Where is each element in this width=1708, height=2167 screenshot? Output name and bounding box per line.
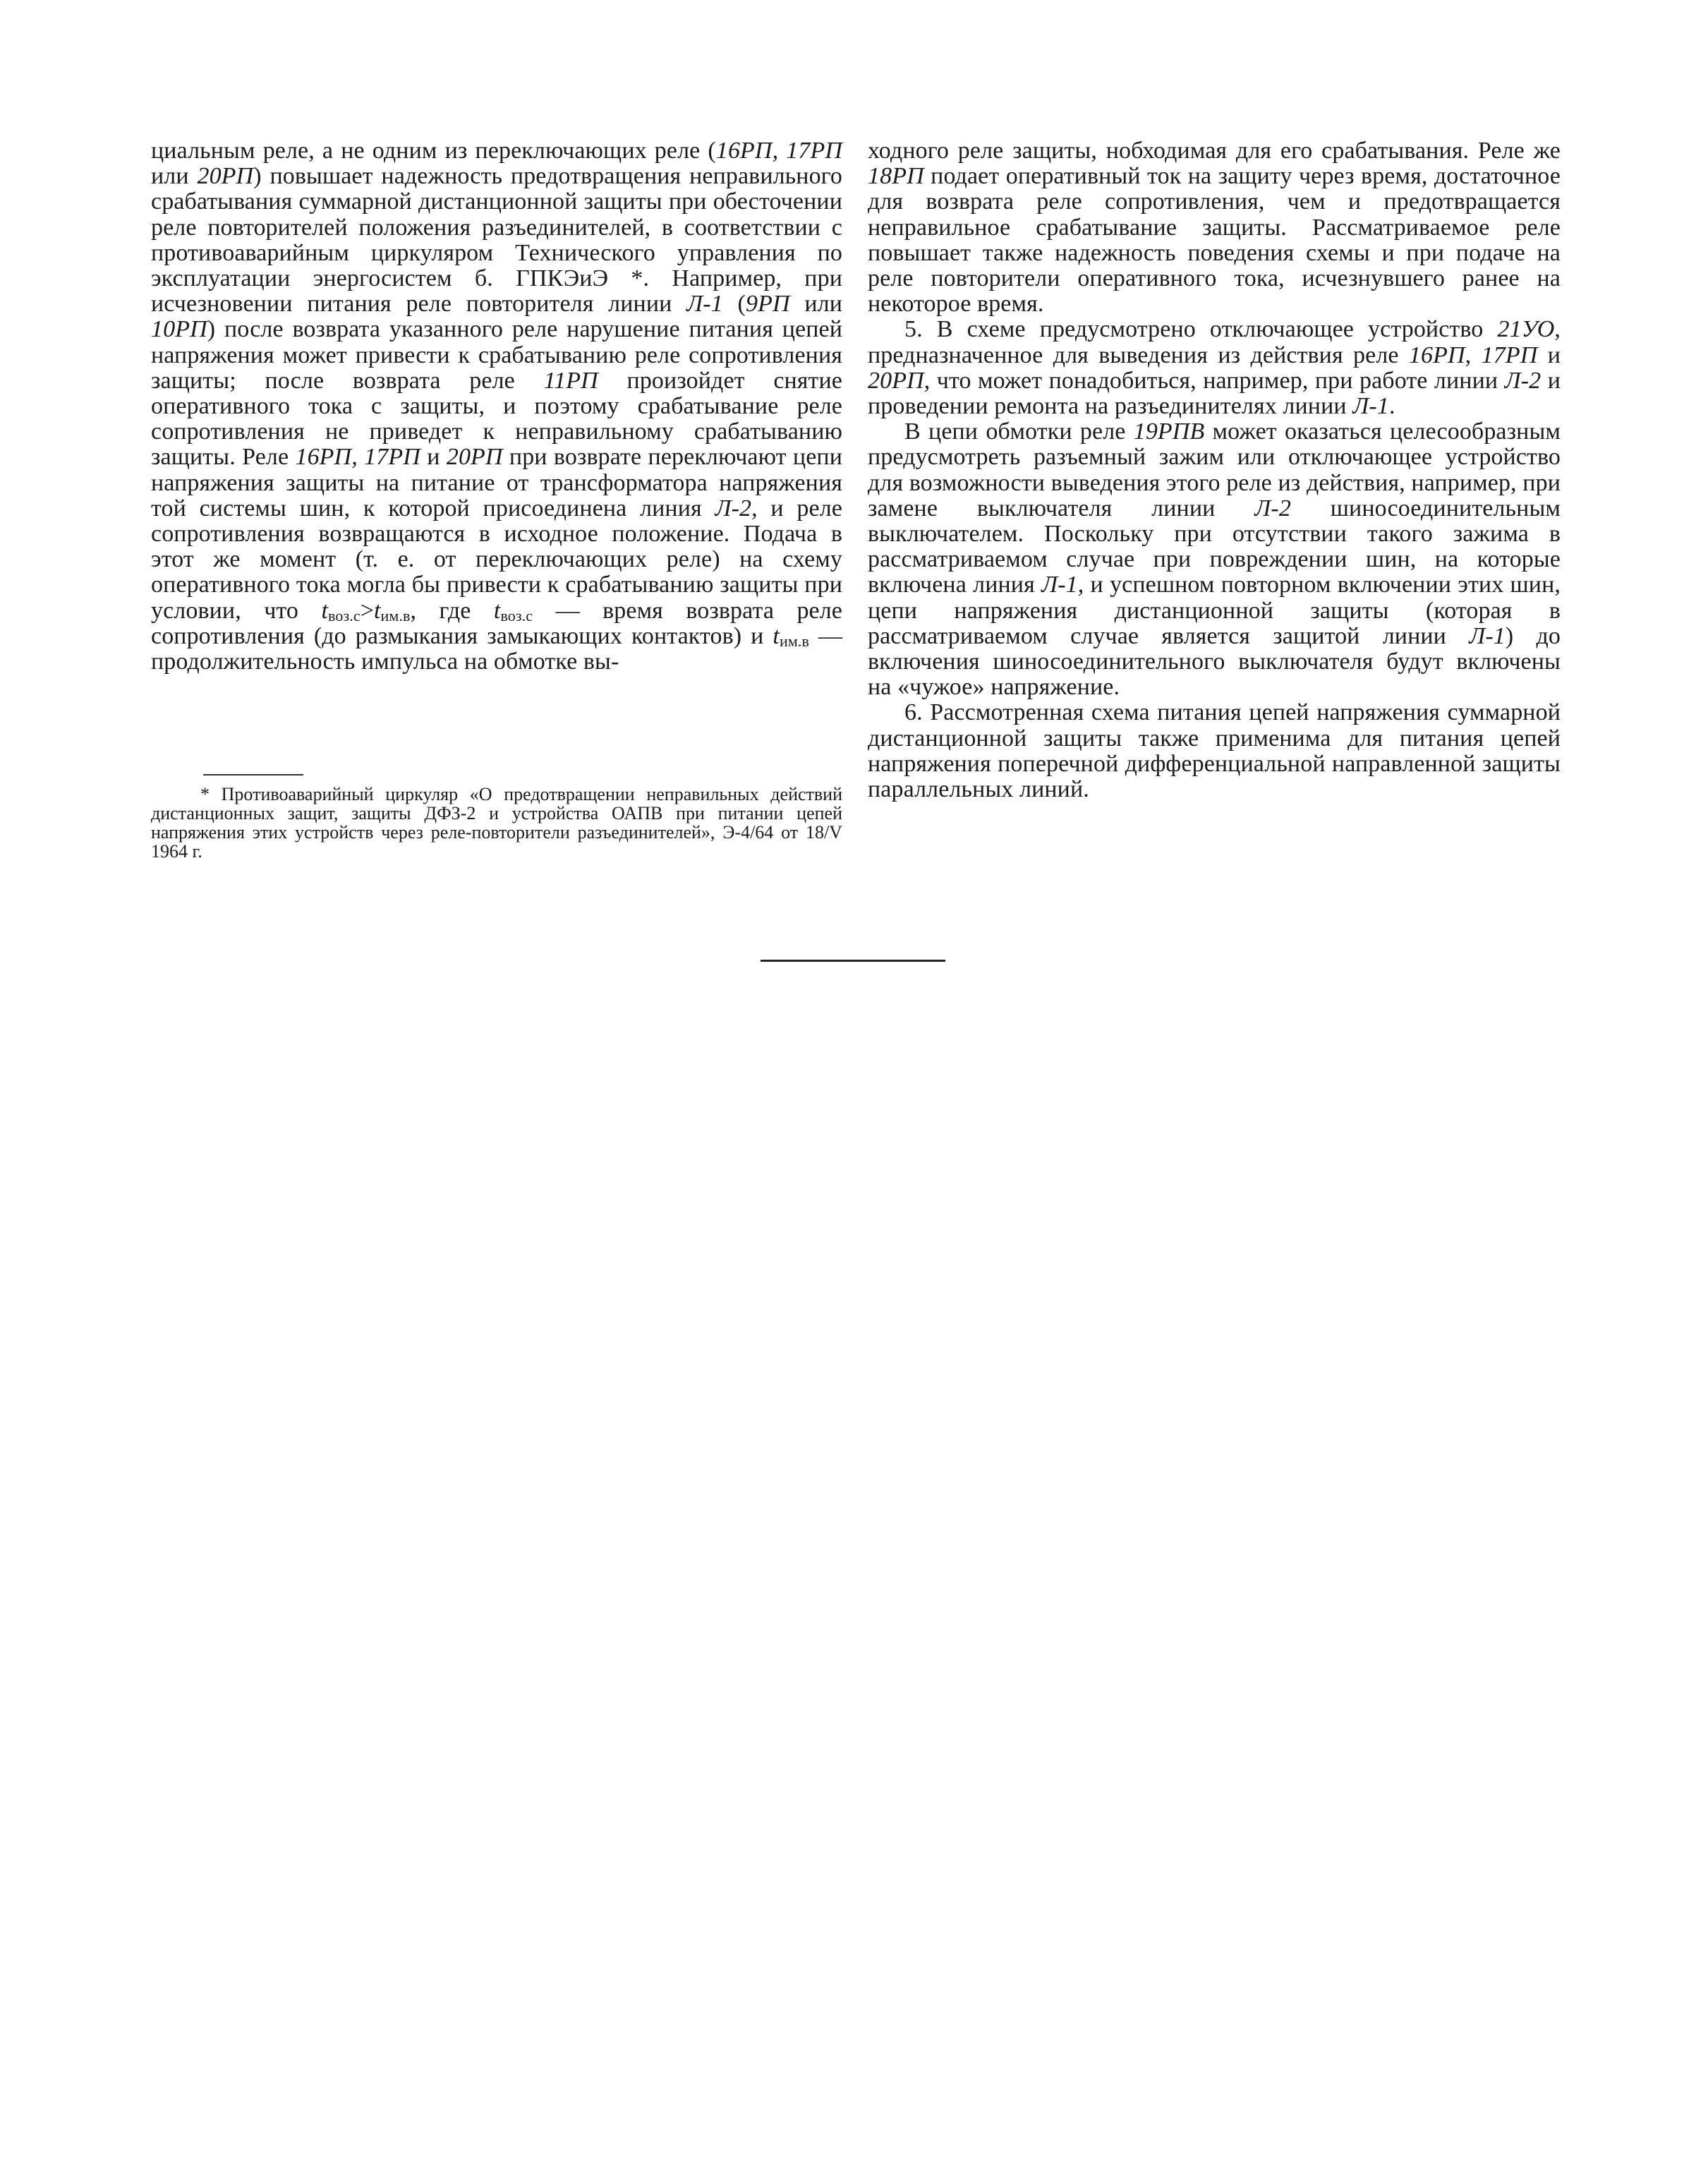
paragraph: В цепи обмотки реле 19РПВ может оказаться целесообразным предусмотреть разъемный зажим или отключающее устройство для возможности выведения этого реле из действия, например, при замене выключателя линии Л-2 шиносоединительным выключателем. Поскольку при отсутствии такого зажима в рассматриваемом случае при повреждении шин, на которые включена линия Л-1, и успешном повторном включении этих шин, цепи напряжения дистанционной защиты (которая в рассматриваемом случае является защитой линии Л-1) до включения шиносоединительного выключателя будут включены на «чужое» напряжение. bbox=[868, 418, 1561, 701]
formula-var: t bbox=[773, 622, 780, 649]
end-of-article-rule bbox=[761, 960, 945, 962]
formula-var: t bbox=[374, 597, 381, 624]
paragraph: циальным реле, а не одним из переключающих реле (16РП, 17РП или 20РП) повышает надежность предотвращения неправильного срабатывания суммарной дистанционной защиты при обесточении реле повторителей положения разъединителей, в соответствии с противоаварийным циркуляром Технического управления по эксплуатации энергосистем б. ГПКЭиЭ *. Например, при исчезновении питания реле повторителя линии Л-1 (9РП или 10РП) после возврата указанного реле нарушение питания цепей напряжения может привести к срабатыванию реле сопротивления защиты; после возврата реле 11РП произойдет снятие оперативного тока с защиты, и поэтому срабатывание реле сопротивления не приведет к неправильному срабатыванию защиты. Реле 16РП, 17РП и 20РП при возврате переключают цепи напряжения защиты на питание от трансформатора напряжения той системы шин, к которой присоединена линия Л-2, и реле сопротивления возвращаются в исходное положение. Подача в этот же момент (т. е. от переключающих реле) на схему оперативного тока могла бы привести к срабатыванию защиты при условии, что $t_{воз.с}>t_{им.в}$, где $t_{воз.с}$ — время возврата реле сопротивления (до размыкания замыкающих контактов) и $t_{им.в}$ — продолжительность импульса на обмотке вы- bbox=[151, 138, 843, 675]
paragraph: 5. В схеме предусмотрено отключающее устройство 21УО, предназначенное для выведения из действия реле 16РП, 17РП и 20РП, что может понадобиться, например, при работе линии Л-2 и проведении ремонта на разъединителях линии Л-1. bbox=[868, 316, 1561, 420]
left-column bbox=[151, 138, 842, 675]
formula-var: t bbox=[493, 597, 501, 624]
formula-var: t bbox=[321, 597, 329, 624]
paragraph: ходного реле защиты, нобходимая для его срабатывания. Реле же 18РП подает оперативный ток на защиту через время, достаточное для возврата реле сопротивления, чем и предотвращается неправильное срабатывание защиты. Рассматриваемое реле повышает также надежность поведения схемы и при подаче на реле повторители оперативного тока, исчезнувшего ранее на некоторое время. bbox=[868, 138, 1561, 318]
right-column bbox=[868, 138, 1561, 802]
footnote: * Противоаварийный циркуляр «О предотвращении неправильных действий дистанционных защит, защиты ДФЗ-2 и устройства ОАПВ при питании цепей напряжения этих устройств через реле-повторители разъединителей», Э-4/64 от 18/V 1964 г. bbox=[151, 784, 842, 862]
paragraph: 6. Рассмотренная схема питания цепей напряжения суммарной дистанционной защиты также применима для питания цепей напряжения поперечной дифференциальной направленной защиты параллельных линий. bbox=[868, 699, 1561, 803]
footnote-divider bbox=[203, 774, 303, 775]
